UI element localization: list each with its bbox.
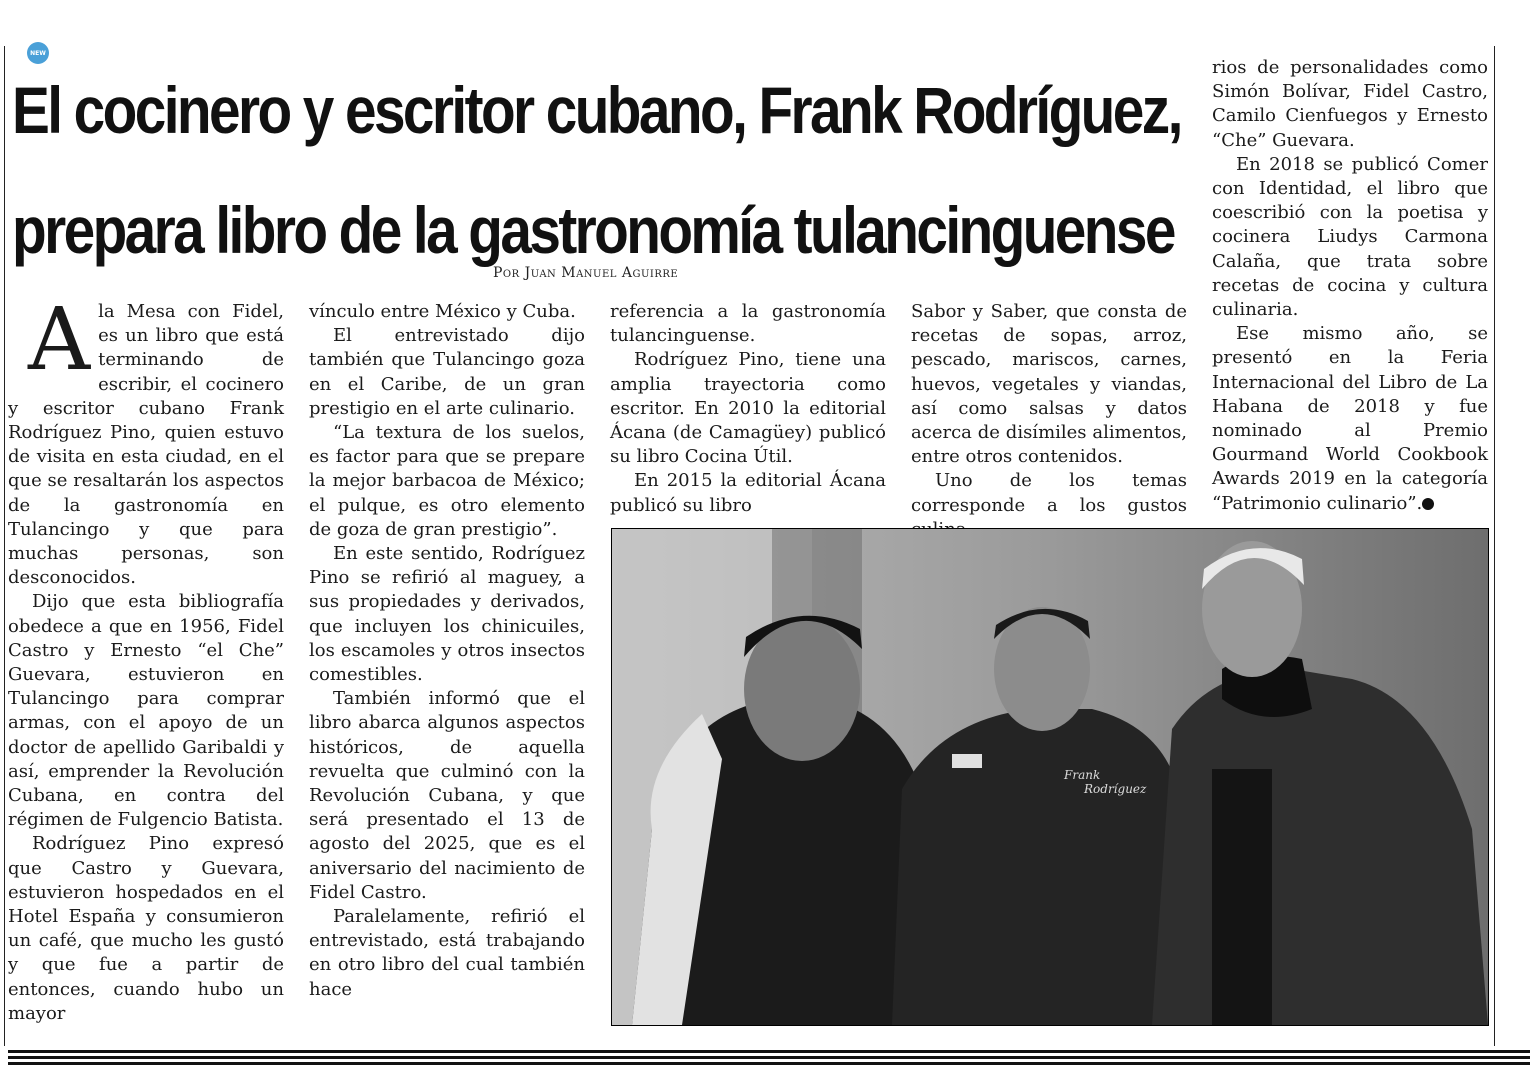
paragraph: En 2018 se publicó Comer con Identidad, el libro que coescribió con la poetisa y cocinera Liudys Carmona Calaña, que trata sobre recetas de cocina y cultura culinaria. [1212, 153, 1488, 321]
paragraph-text: Ese mismo año, se presentó en la Feria Internacional del Libro de La Habana de 2018 y fue nominado al Premio Gourmand World Cookbook Awards 2019 en la categoría “Patrimonio culinario”. [1212, 323, 1488, 514]
article-column-3 [610, 300, 886, 518]
new-badge-icon: NEW [27, 42, 49, 64]
paragraph [1212, 322, 1488, 516]
article-photo [611, 528, 1489, 1026]
headline-line-2: prepara libro de la gastronomía tulancinguense [12, 193, 1174, 267]
paragraph: También informó que el libro abarca algunos aspectos históricos, de aquella revuelta que culminó con la Revolución Cubana, y que será presentado el 13 de agosto del 2025, que es el aniversario del nacimiento de Fidel Castro. [309, 688, 585, 903]
paragraph: referencia a la gastronomía tulancinguense. [610, 301, 886, 347]
paragraph: En 2015 la editorial Ácana publicó su libro [610, 470, 886, 516]
divider [8, 1050, 1530, 1053]
paragraph: “La textura de los suelos, es factor para que se prepare la mejor barbacoa de México; el pulque, es otro elemento de goza de gran prestigio”. [309, 422, 585, 540]
paragraph: rios de personalidades como Simón Bolívar, Fidel Castro, Camilo Cienfuegos y Ernesto “Che” Guevara. [1212, 57, 1488, 151]
divider [8, 1062, 1530, 1065]
divider [8, 1056, 1530, 1059]
paragraph: la Mesa con Fidel, es un libro que está terminando de escribir, el cocinero y escritor cubano Frank Rodríguez Pino, quien estuvo de visita en esta ciudad, en el que se resaltarán los aspectos de la gastronomía en Tulancingo y que para muchas personas, son desconocidos. [8, 301, 284, 589]
right-column-rule [1494, 46, 1495, 1046]
paragraph: Uno de los temas corresponde a los gustos [911, 470, 1187, 516]
headline [12, 50, 1181, 290]
left-column-rule [4, 46, 5, 1046]
paragraph: Rodríguez Pino, tiene una amplia trayectoria como escritor. En 2010 la editorial Ácana (de Camagüey) publicó su libro Cocina Útil. [610, 349, 886, 468]
paragraph: El entrevistado dijo también que Tulancingo goza en el Caribe, de un gran prestigio en el arte culinario. [309, 325, 585, 419]
paragraph: Paralelamente, refirió el entrevistado, está trabajando en otro libro del cual también hace [309, 906, 585, 1000]
article-column-1 [8, 290, 284, 1026]
article-column-4 [911, 300, 1187, 542]
end-mark-icon: R [1422, 498, 1434, 510]
paragraph: Rodríguez Pino expresó que Castro y Guevara, estuvieron hospedados en el Hotel España y consumieron un café, que mucho les gustó y que fue a partir de entonces, cuando hubo un mayor [8, 833, 284, 1024]
photo-three-men [612, 529, 1488, 1025]
article-column-5 [1212, 56, 1488, 516]
paragraph: Dijo que esta bibliografía obedece a que en 1956, Fidel Castro y Ernesto “el Che” Guevara, estuvieron en Tulancingo para comprar armas, con el apoyo de un doctor de apellido Garibaldi y así, emprender la Revolución Cubana, en contra del régimen de Fulgencio Batista. [8, 591, 284, 831]
jacket-name-1: Frank [1064, 768, 1101, 782]
paragraph: Sabor y Saber, que consta de recetas de sopas, arroz, pescado, mariscos, carnes, huevos, vegetales y viandas, así como salsas y datos acerca de disímiles alimentos, entre otros contenidos. [911, 301, 1187, 468]
article-column-2 [309, 300, 585, 1002]
drop-cap: A [28, 290, 91, 390]
paragraph: vínculo entre México y Cuba. [309, 301, 576, 322]
headline-line-1: El cocinero y escritor cubano, Frank Rodríguez, [12, 73, 1181, 147]
bottom-rules [8, 1050, 1530, 1068]
paragraph: En este sentido, Rodríguez Pino se refirió al maguey, a sus propiedades y derivados, que incluyen los chinicuiles, los escamoles y otros insectos comestibles. [309, 543, 585, 686]
byline: Por Juan Manuel Aguirre [493, 265, 679, 281]
jacket-name-2: Rodríguez [1084, 782, 1147, 796]
